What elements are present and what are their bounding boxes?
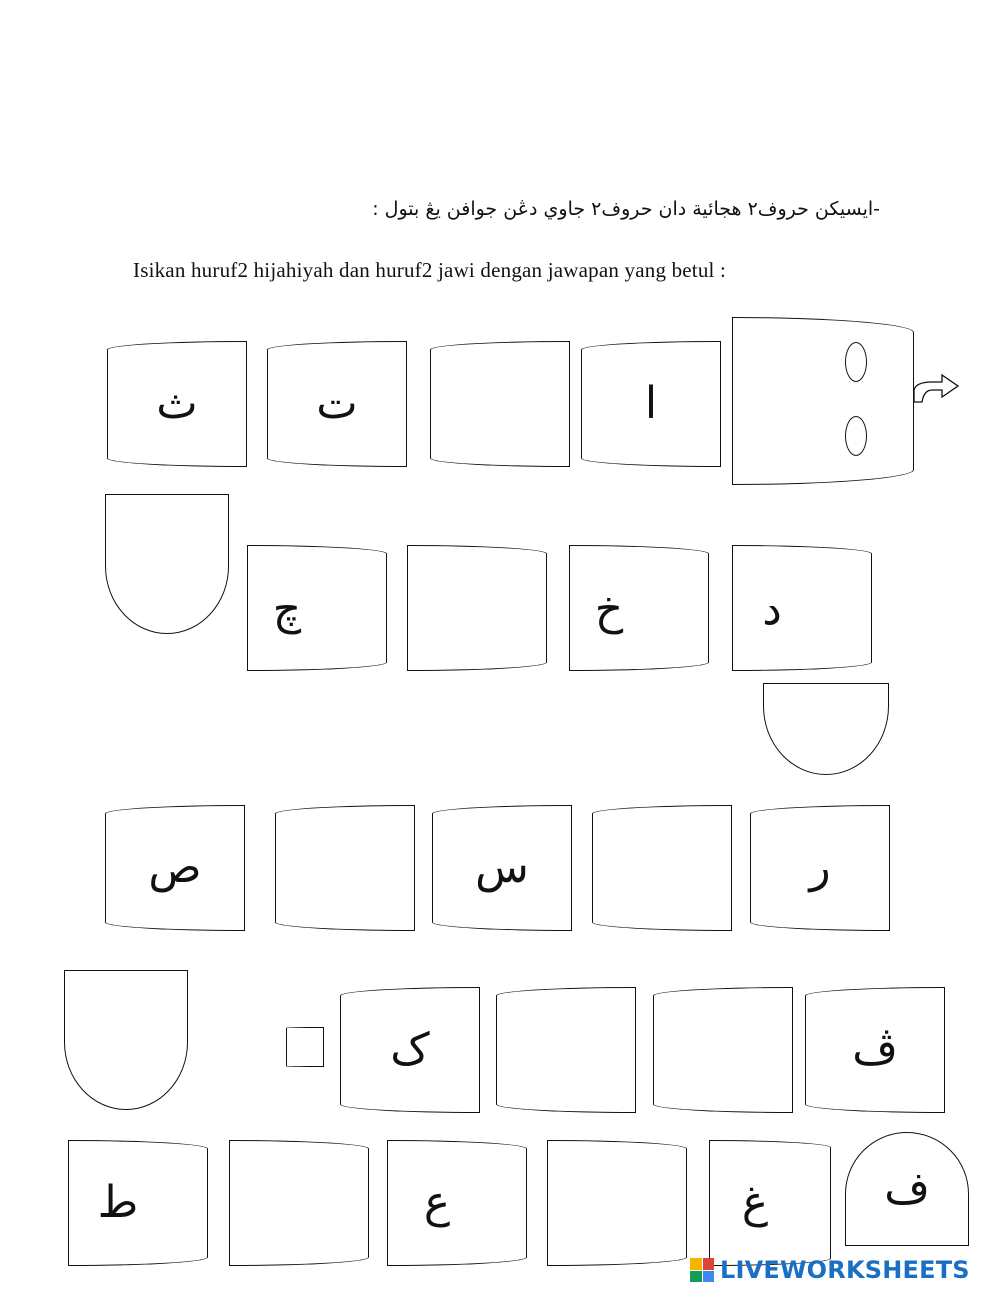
badge-cell	[690, 1271, 702, 1283]
snake-segment[interactable]	[68, 1140, 208, 1266]
badge-cell	[703, 1271, 715, 1283]
snake-segment[interactable]	[247, 545, 387, 671]
snake-eye-icon	[845, 342, 867, 382]
badge-cell	[690, 1258, 702, 1270]
snake-connector	[286, 1027, 324, 1067]
segment-letter: ک	[390, 1024, 430, 1075]
snake-segment[interactable]	[105, 805, 245, 931]
segment-letter: غ	[741, 1177, 769, 1228]
segment-letter: ف	[884, 1163, 930, 1214]
segment-letter: خ	[594, 584, 624, 635]
snake-segment-empty[interactable]	[592, 805, 732, 931]
segment-letter: ت	[316, 378, 358, 429]
liveworksheets-logo	[690, 1255, 970, 1285]
segment-letter: ا	[644, 378, 658, 429]
segment-letter: چ	[272, 584, 302, 635]
snake-segment-empty[interactable]	[547, 1140, 687, 1266]
logo-text: LIVEWORKSHEETS	[720, 1256, 970, 1284]
snake-segment[interactable]	[581, 341, 721, 467]
snake-segment-empty[interactable]	[496, 987, 636, 1113]
snake-segment-empty[interactable]	[763, 683, 889, 775]
snake-segment-empty[interactable]	[105, 494, 229, 634]
snake-segment[interactable]	[432, 805, 572, 931]
segment-letter: ر	[809, 842, 831, 893]
snake-segment-empty[interactable]	[275, 805, 415, 931]
snake-tail-segment[interactable]	[845, 1132, 969, 1246]
segment-letter: ع	[423, 1177, 451, 1228]
snake-segment-empty[interactable]	[430, 341, 570, 467]
logo-badge-icon	[690, 1258, 714, 1282]
snake-segment[interactable]	[387, 1140, 527, 1266]
snake-segment[interactable]	[340, 987, 480, 1113]
snake-tongue-arrow-icon	[910, 372, 964, 406]
snake-segment-empty[interactable]	[407, 545, 547, 671]
snake-segment-empty[interactable]	[229, 1140, 369, 1266]
snake-segment[interactable]	[709, 1140, 831, 1266]
snake-segment[interactable]	[805, 987, 945, 1113]
instruction-jawi: -ايسيكن حروف٢ هجائية دان حروف٢ جاوي دڠن جوافن يڠ بتول :	[372, 198, 880, 220]
segment-letter: د	[762, 584, 782, 635]
badge-cell	[703, 1258, 715, 1270]
segment-letter: س	[475, 842, 529, 893]
segment-letter: ط	[97, 1177, 139, 1228]
snake-segment[interactable]	[267, 341, 407, 467]
snake-segment[interactable]	[569, 545, 709, 671]
snake-head	[732, 317, 914, 485]
snake-segment[interactable]	[732, 545, 872, 671]
segment-letter: ث	[156, 378, 198, 429]
instruction-rumi: Isikan huruf2 hijahiyah dan huruf2 jawi dengan jawapan yang betul :	[133, 258, 727, 282]
snake-segment-empty[interactable]	[653, 987, 793, 1113]
snake-segment-empty[interactable]	[64, 970, 188, 1110]
segment-letter: ڤ	[852, 1024, 898, 1075]
snake-eye-icon	[845, 416, 867, 456]
snake-segment[interactable]	[107, 341, 247, 467]
segment-letter: ص	[148, 842, 202, 893]
snake-segment[interactable]	[750, 805, 890, 931]
